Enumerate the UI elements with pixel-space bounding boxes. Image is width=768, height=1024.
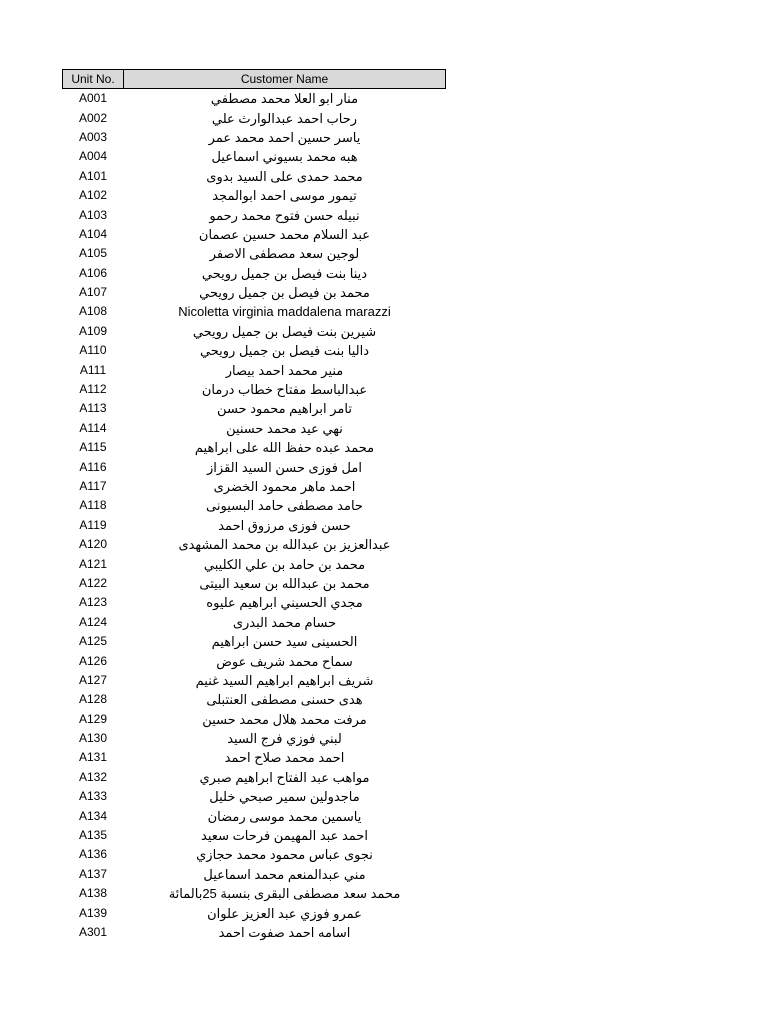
customer-name-cell[interactable]: احمد ماهر محمود الخضرى [213,479,356,494]
table-row [63,787,446,806]
unit-number-cell[interactable]: A116 [79,459,107,474]
customer-name-cell[interactable]: حسن فوزى مرزوق احمد [218,517,351,533]
unit-number-cell[interactable]: A130 [78,731,108,746]
customer-name-cell[interactable]: مواهب عبد الفتاح ابراهيم صبري [199,769,370,785]
customer-name-cell[interactable]: لوجين سعد مصطفى الاصفر [209,246,360,262]
customer-name-cell[interactable]: عمرو فوزي عبد العزيز علوان [207,905,362,921]
table-row [63,419,446,438]
customer-name-cell[interactable]: امل فوزى حسن السيد القزاز [207,459,362,475]
unit-number-cell[interactable]: A120 [78,537,108,552]
table-row [63,710,446,729]
table-row [63,341,446,360]
unit-number-cell[interactable]: A119 [79,517,107,532]
unit-number-cell[interactable]: A114 [79,420,107,435]
unit-number-cell[interactable]: A129 [78,711,108,726]
unit-number-cell[interactable]: A002 [78,110,108,125]
unit-number-cell[interactable]: A139 [78,905,108,920]
unit-number-cell[interactable]: A101 [78,168,108,183]
table-row [63,167,446,186]
header-row [63,70,446,89]
table-row [63,671,446,690]
customer-name-cell[interactable]: محمد بن حامد بن علي الكليبي [203,556,366,572]
table-row [63,496,446,515]
table-row [63,826,446,845]
unit-number-cell[interactable]: A131 [78,750,108,765]
unit-number-cell[interactable]: A124 [78,614,108,629]
customer-name-cell[interactable]: نجوى عباس محمود محمد حجازي [196,847,373,863]
customer-name-cell[interactable]: عبدالعزيز بن عبدالله بن محمد المشهدى [178,537,391,553]
table-row [63,516,446,535]
table-row [63,477,446,496]
table-row [63,108,446,127]
customer-name-cell[interactable]: محمد بن فيصل بن جميل رويحي [199,285,370,301]
unit-number-cell[interactable]: A128 [78,692,108,707]
customer-name-cell[interactable]: منار ابو العلا محمد مصطفي [210,91,359,107]
table-row [63,845,446,864]
customer-name-cell[interactable]: داليا بنت فيصل بن جميل رويحي [199,343,370,359]
table-row [63,806,446,825]
customer-name-cell[interactable]: ياسمين محمد موسى رمضان [207,808,362,824]
table-row [63,923,446,942]
customer-name-cell[interactable]: ماجدولين سمير صبحي خليل [209,789,360,805]
unit-number-cell[interactable]: A115 [79,440,107,455]
customer-name-cell[interactable]: تيمور موسى احمد ابوالمجد [212,188,357,204]
unit-number-cell[interactable]: A109 [78,323,108,338]
customer-name-cell[interactable]: تامر ابراهيم محمود حسن [217,401,352,417]
customer-name-cell[interactable]: هدى حسنى مصطفى العنتبلى [206,692,363,708]
table-row [63,748,446,767]
customer-name-cell[interactable]: لبني فوزي فرج السيد [227,731,342,747]
unit-number-cell[interactable]: A138 [78,886,108,901]
table-row [63,903,446,922]
table-row [63,613,446,632]
customer-name-cell[interactable]: اسامه احمد صفوت احمد [218,924,351,940]
unit-number-cell[interactable]: A127 [78,672,108,687]
customer-name-cell[interactable]: سماح محمد شريف عوض [216,653,353,669]
unit-number-cell[interactable]: A122 [78,575,108,590]
customer-name-cell[interactable]: عبد السلام محمد حسين عصمان [198,226,371,242]
table-row [63,322,446,341]
customer-name-cell[interactable]: ياسر حسين احمد محمد عمر [208,129,361,145]
table-row [63,554,446,573]
table-row [63,128,446,147]
table-row [63,244,446,263]
unit-number-cell[interactable]: A121 [78,556,108,571]
customer-name-cell[interactable]: الحسينى سيد حسن ابراهيم [211,634,358,650]
table-row [63,651,446,670]
table-row [63,89,446,109]
customer-name-cell[interactable]: شيرين بنت فيصل بن جميل رويحي [192,323,377,339]
table-row [63,399,446,418]
unit-number-cell[interactable]: A113 [79,401,107,416]
customer-name-cell[interactable]: منير محمد احمد بيصار [225,362,344,378]
table-row [63,302,446,321]
unit-number-cell[interactable]: A111 [79,362,107,377]
unit-number-cell[interactable]: A004 [78,149,108,164]
header-customer-name[interactable]: Customer Name [124,70,446,89]
table-row [63,768,446,787]
unit-number-cell[interactable]: A301 [78,924,108,939]
unit-number-cell[interactable]: A112 [79,382,107,397]
customer-name-cell[interactable]: Nicoletta virginia maddalena marazzi [178,304,391,320]
unit-number-cell[interactable]: A003 [78,129,108,144]
unit-number-cell[interactable]: A108 [78,304,108,319]
customer-name-cell[interactable]: نبيله حسن فتوح محمد رحمو [209,207,360,223]
customer-name-cell[interactable]: محمد بن عبدالله بن سعيد البيتى [199,575,370,591]
table-row [63,865,446,884]
table-row [63,283,446,302]
unit-number-cell[interactable]: A001 [78,91,108,106]
table-row [63,884,446,903]
table-row [63,574,446,593]
customer-name-cell[interactable]: احمد محمد صلاح احمد [224,750,345,766]
table-row [63,360,446,379]
unit-number-cell[interactable]: A126 [78,653,108,668]
table-row [63,457,446,476]
customer-name-cell[interactable]: عبدالباسط مفتاح خطاب درمان [201,382,368,398]
unit-number-cell[interactable]: A102 [78,188,108,203]
customer-name-cell[interactable]: محمد عبده حفظ الله على ابراهيم [194,440,375,456]
customer-units-table [62,69,446,942]
customer-name-cell[interactable]: حامد مصطفى حامد البسيونى [206,498,363,514]
table-row [63,264,446,283]
unit-number-cell[interactable]: A137 [78,866,108,881]
unit-number-cell[interactable]: A106 [78,265,108,280]
spreadsheet-area [62,69,446,942]
customer-name-cell[interactable]: رحاب احمد عبدالوارث علي [211,110,358,126]
header-unit-no[interactable]: Unit No. [63,70,124,89]
unit-number-cell[interactable]: A125 [78,634,108,649]
customer-name-cell[interactable]: دينا بنت فيصل بن جميل رويحي [201,265,368,281]
table-row [63,690,446,709]
unit-number-cell[interactable]: A136 [78,847,108,862]
unit-number-cell[interactable]: A135 [78,828,108,843]
customer-name-cell[interactable]: مجدي الحسيني ابراهيم عليوه [206,595,363,611]
table-row [63,186,446,205]
unit-number-cell[interactable]: A134 [78,808,108,823]
customer-name-cell[interactable]: نهي عيد محمد حسنين [226,420,343,436]
unit-number-cell[interactable]: A132 [78,769,108,784]
unit-number-cell[interactable]: A117 [79,479,107,493]
unit-number-cell[interactable]: A105 [78,246,108,261]
table-row [63,729,446,748]
unit-number-cell[interactable]: A107 [78,285,108,300]
unit-number-cell[interactable]: A133 [78,789,108,804]
table-row [63,225,446,244]
table-row [63,380,446,399]
customer-name-cell[interactable]: احمد عبد المهيمن فرحات سعيد [201,828,368,844]
unit-number-cell[interactable]: A103 [78,207,108,222]
customer-name-cell[interactable]: مرفت محمد هلال محمد حسين [202,711,367,727]
unit-number-cell[interactable]: A104 [78,226,108,241]
customer-name-cell[interactable]: مني عبدالمنعم محمد اسماعيل [203,866,366,882]
table-row [63,632,446,651]
table-row [63,147,446,166]
unit-number-cell[interactable]: A118 [79,498,107,513]
table-row [63,593,446,612]
customer-name-cell[interactable]: هبه محمد بسيوني اسماعيل [211,149,358,165]
table-row [63,438,446,457]
customer-name-cell[interactable]: حسام محمد البدرى [232,614,337,630]
customer-name-cell[interactable]: محمد حمدى على السيد بدوى [206,168,363,184]
unit-number-cell[interactable]: A110 [79,343,107,358]
table-row [63,535,446,554]
table-row [63,205,446,224]
customer-name-cell[interactable]: شريف ابراهيم ابراهيم السيد غنيم [195,672,374,688]
table-body [63,89,446,943]
unit-number-cell[interactable]: A123 [78,595,108,610]
customer-name-cell[interactable]: محمد سعد مصطفى البقرى بنسبة 25بالمائة [168,886,401,902]
